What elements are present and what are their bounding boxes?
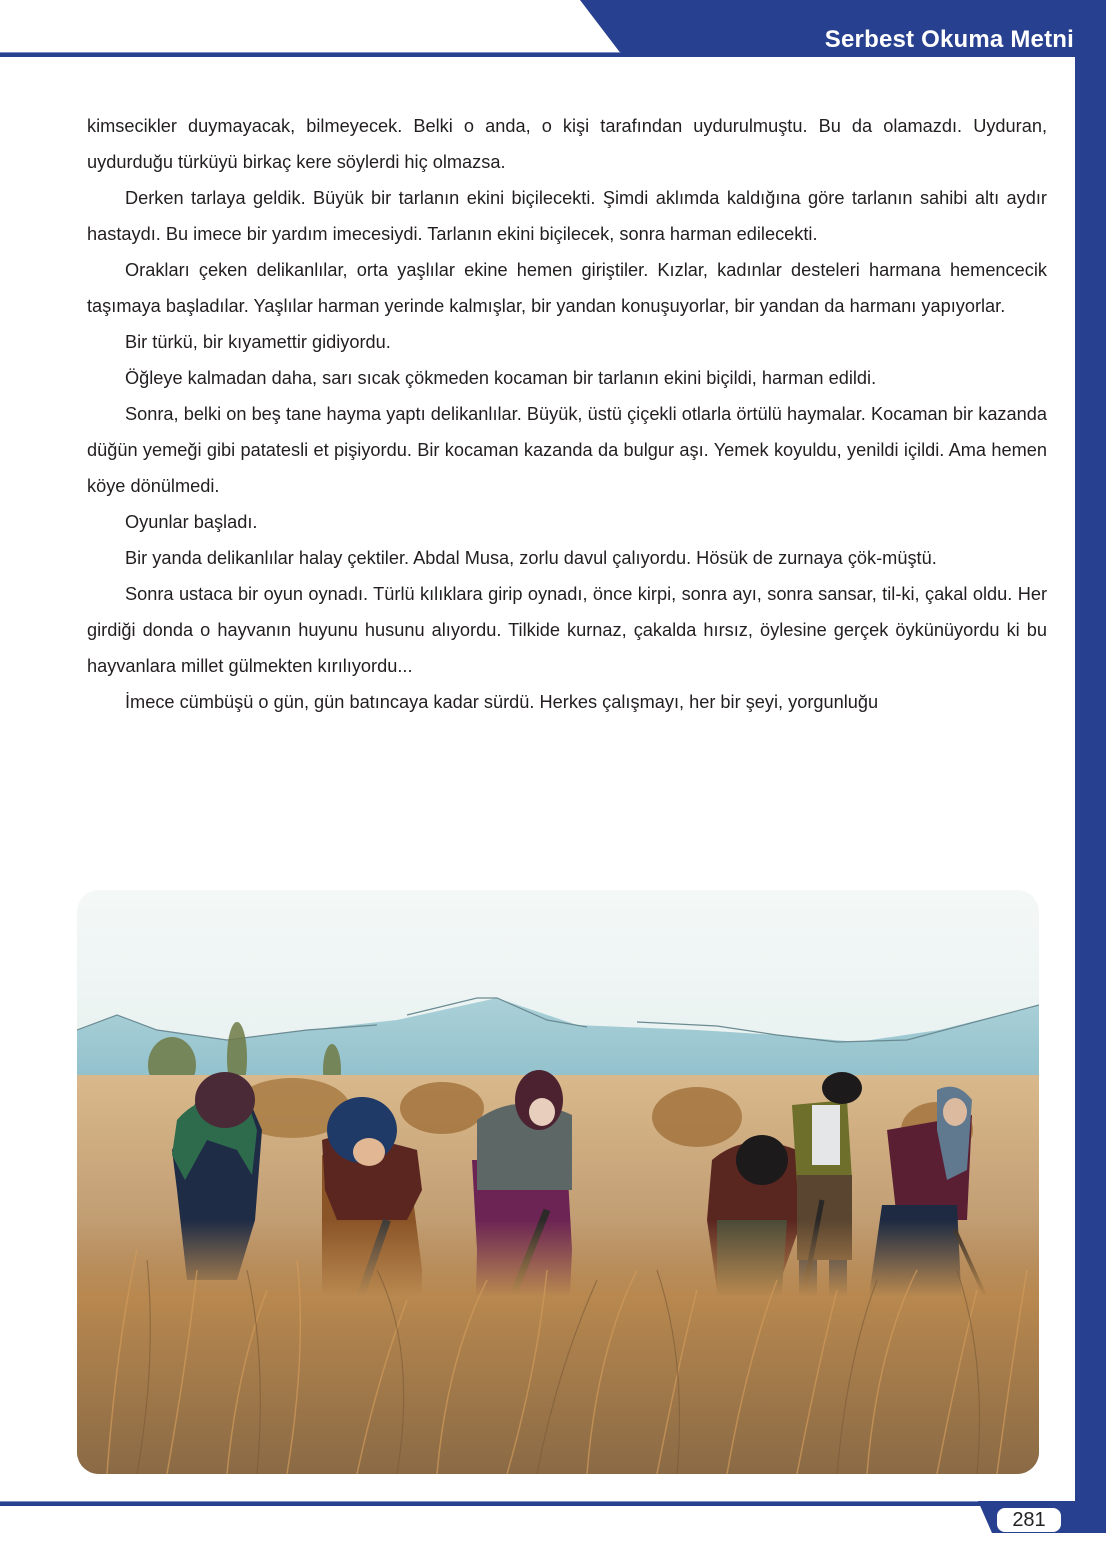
harvest-illustration (77, 890, 1039, 1474)
paragraph: Öğleye kalmadan daha, sarı sıcak çökmeden kocaman bir tarlanın ekini biçildi, harman edildi. (125, 368, 877, 388)
story-text (87, 108, 1047, 720)
paragraph: Oyunlar başladı. (125, 512, 258, 532)
paragraph: Orakları çeken delikanlılar, orta yaşlılar ekine hemen giriştiler. Kızlar, kadınlar desteleri harmana hemencecik taşımaya başladılar. Yaşlılar harman yerinde kalmışlar, bir yandan konuşuyorlar, bir yandan da harmanı yapıyorlar. (87, 260, 1047, 316)
page-number: 281 (997, 1508, 1061, 1532)
footer-rule (0, 1501, 1106, 1506)
paragraph: kimsecikler duymayacak, bilmeyecek. Belki o anda, o kişi tarafından uydurulmuştu. Bu da olamazdı. Uyduran, uydurduğu türküyü birkaç kere söylerdi hiç olmazsa. (87, 116, 1047, 172)
section-title: Serbest Okuma Metni (824, 26, 1074, 53)
paragraph: Sonra ustaca bir oyun oynadı. Türlü kılıklara girip oynadı, önce kirpi, sonra ayı, sonra sansar, til-ki, çakal oldu. Her girdiği donda o hayvanın huyunu husunu alıyordu. Tilkide kurnaz, çakalda hırsız, öylesine gerçek öykünüyordu ki bu hayvanlara millet gülmekten kırılıyordu... (87, 584, 1047, 676)
paragraph: Sonra, belki on beş tane hayma yaptı delikanlılar. Büyük, üstü çiçekli otlarla örtülü haymalar. Kocaman bir kazanda düğün yemeği gibi patatesli et pişiyordu. Bir kocaman kazanda da bulgur aşı. Yemek koyuldu, yenildi içildi. Ama hemen köye dönülmedi. (87, 404, 1047, 496)
paragraph: İmece cümbüşü o gün, gün batıncaya kadar sürdü. Herkes çalışmayı, her bir şeyi, yorgunluğu (125, 692, 879, 712)
paragraph: Derken tarlaya geldik. Büyük bir tarlanın ekini biçilecekti. Şimdi aklımda kaldığına göre tarlanın sahibi altı aydır hastaydı. Bu imece bir yardım imecesiydi. Tarlanın ekini biçilecek, sonra harman edilecekti. (87, 188, 1047, 244)
paragraph: Bir yanda delikanlılar halay çektiler. Abdal Musa, zorlu davul çalıyordu. Hösük de zurnaya çök-müştü. (125, 548, 937, 568)
header-rule (0, 52, 640, 57)
page-edge-bar (1075, 0, 1106, 1532)
paragraph: Bir türkü, bir kıyamettir gidiyordu. (125, 332, 391, 352)
